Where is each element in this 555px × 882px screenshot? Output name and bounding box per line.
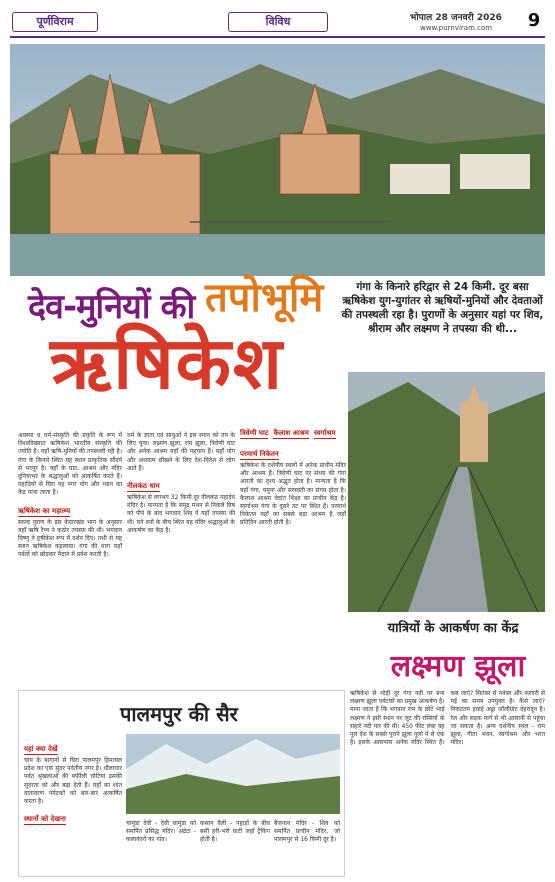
intro-text: गंगा के किनारे हरिद्वार से 24 किमी. दूर बसा ऋषिकेश युग-युगांतर से ऋषियों-मुनियों और देवताओं की तपस्थली रहा है। पुराणों के अनुसार यहां पर शिव, श्रीराम और लक्ष्मण ने तपस्या की थी... xyxy=(341,281,544,335)
palampur-body-1: चामुंडा देवी - देवी चामुंडा को समर्पित प्रसिद्ध मंदिर। अंद्रेटा - कलाकारों का गांव। xyxy=(126,820,196,844)
bridge-caption-2: लक्ष्मण झूला xyxy=(390,649,526,684)
column-b xyxy=(127,432,235,535)
body-b2: ऋषिकेश से लगभग 32 किमी दूर नीलकंठ महादेव मंदिर है। मान्यता है कि समुद्र मंथन से निकले विष को पीने के बाद भगवान शिव ने यहाँ तपस्या की थी। घने वनों के बीच स्थित यह मंदिर श्रद्धालुओं के आकर्षण का केंद्र है। xyxy=(127,494,235,534)
title-line-1: देव-मुनियों की xyxy=(28,287,195,327)
palampur-body-3: बैजनाथ मंदिर - शिव को समर्पित प्राचीन मंदिर, जो पालमपुर से 16 किमी दूर है। xyxy=(274,820,340,844)
subhead-c2: कैलाश आश्रम xyxy=(273,429,309,437)
subhead-b: नीलकंठ धाम xyxy=(127,482,160,491)
palampur-left-body: चाय के बागानों से घिरा पालमपुर हिमाचल प्रदेश का एक सुंदर पर्वतीय नगर है। धौलाधार पर्वत श्रृंखलाओं की बर्फीली चोटियां इसकी सुंदरता को और बढ़ा देती हैं। यहाँ का शांत वातावरण पर्यटकों को बार-बार आकर्षित करता है। xyxy=(24,757,122,806)
dateline: भोपाल 28 जनवरी 2026 xyxy=(410,13,502,23)
subhead-a: ऋषिकेश का महात्म्य xyxy=(18,506,71,515)
column-c xyxy=(240,420,346,528)
title-line-2: तपोभूमि xyxy=(205,275,324,321)
palampur-title: पालमपुर की सैर xyxy=(120,702,238,726)
lakshman-jhula-photo xyxy=(348,372,545,612)
subhead-c4: परमार्थ निकेतन xyxy=(240,450,279,458)
body-a2: स्कन्द पुराण के इस केदारखंड भाग के अनुसार यहाँ ऋषि रैभ्य ने कठोर तपस्या की थी। भगवान विष्णु ने हृषीकेश रूप में दर्शन दिए। तभी से यह स्थान ऋषिकेश कहलाया। गंगा की धारा यहाँ पर्वतों को छोड़कर मैदान में प्रवेश करती है। xyxy=(18,518,122,559)
body-a: अवस्था व धर्म-संस्कृति की प्रकृति के रूप में विश्वविख्यात ऋषिकेश भारतीय संस्कृति की ज्योति है। यहाँ ऋषि-मुनियों की तपस्थली रही है। गंगा के किनारे स्थित यह स्थान प्राकृतिक सौंदर्य से भरपूर है। यहाँ के घाट, आश्रम और मंदिर दुनियाभर के श्रद्धालुओं को आकर्षित करते हैं। पहाड़ियों से घिरा यह नगर योग और ध्यान का केंद्र माना जाता है। xyxy=(18,432,122,497)
bridge-body: ऋषिकेश से थोड़ी दूर गंगा नदी पर बना लक्ष्मण झूला पर्यटकों का प्रमुख आकर्षण है। माना जाता है कि भगवान राम के छोटे भाई लक्ष्मण ने इसी स्थान पर जूट की रस्सियों के सहारे नदी पार की थी। 450 फीट लंबा यह पुल देश के सबसे पुराने झूला पुलों में से एक है। इसके आसपास अनेक मंदिर स्थित हैं। कब जाएं? सितंबर से नवंबर और फरवरी से मई का समय उपयुक्त है। कैसे जाएं? निकटतम हवाई अड्डा जॉलीग्रांट देहरादून है। रेल और सड़क मार्ग से भी आसानी से पहुंचा जा सकता है। अन्य दर्शनीय स्थल - राम झूला, गीता भवन, स्वर्गाश्रम और भरत मंदिर। xyxy=(350,690,545,747)
subhead-c3: स्वर्गाश्रम xyxy=(313,429,336,437)
bridge-text xyxy=(350,690,545,747)
website: www.purnviram.com xyxy=(420,24,493,32)
brand-logo: पूर्णविराम xyxy=(12,12,98,32)
body-b: धर्म के ज्ञाता एवं साधुओं ने इस स्थान को तप के लिए चुना। लक्ष्मण झूला, राम झूला, त्रिवेणी घाट और अनेक आश्रम यहाँ की पहचान हैं। यहाँ योग और अध्यात्म सीखने के लिए देश-विदेश से लोग आते हैं। xyxy=(127,432,235,472)
palampur-left xyxy=(24,736,122,827)
bridge-caption-1: यात्रियों के आकर्षण का केंद्र xyxy=(387,621,519,636)
rishikesh-photo xyxy=(10,44,545,276)
page-number: 9 xyxy=(527,10,541,31)
palampur-photo xyxy=(126,734,340,814)
subhead-c1: त्रिवेणी घाट xyxy=(240,429,269,437)
palampur-sub-2: स्थानों को देखना xyxy=(24,815,66,824)
body-c: ऋषिकेश के दर्शनीय स्थलों में अनेक प्राचीन मंदिर और आश्रम हैं। त्रिवेणी घाट पर संध्या की गंगा आरती का दृश्य अद्भुत होता है। मान्यता है कि यहाँ गंगा, यमुना और सरस्वती का संगम होता है। कैलाश आश्रम वेदांत शिक्षा का प्राचीन केंद्र है। स्वर्गाश्रम गंगा के दूसरे तट पर स्थित है। परमार्थ निकेतन यहाँ का सबसे बड़ा आश्रम है जहाँ प्रतिदिन आरती होती है। xyxy=(240,462,346,527)
title-line-3: ऋषिकेश xyxy=(50,321,284,405)
section-label: विविध xyxy=(228,12,328,32)
palampur-body-2: कसान वैली - पहाड़ों के बीच बसी हरी-भरी घाटी जहाँ ट्रैकिंग होती है। xyxy=(200,820,270,844)
header-rule xyxy=(10,36,545,38)
column-a xyxy=(18,432,122,560)
palampur-sub-1: यहां क्या देखें xyxy=(24,745,58,753)
